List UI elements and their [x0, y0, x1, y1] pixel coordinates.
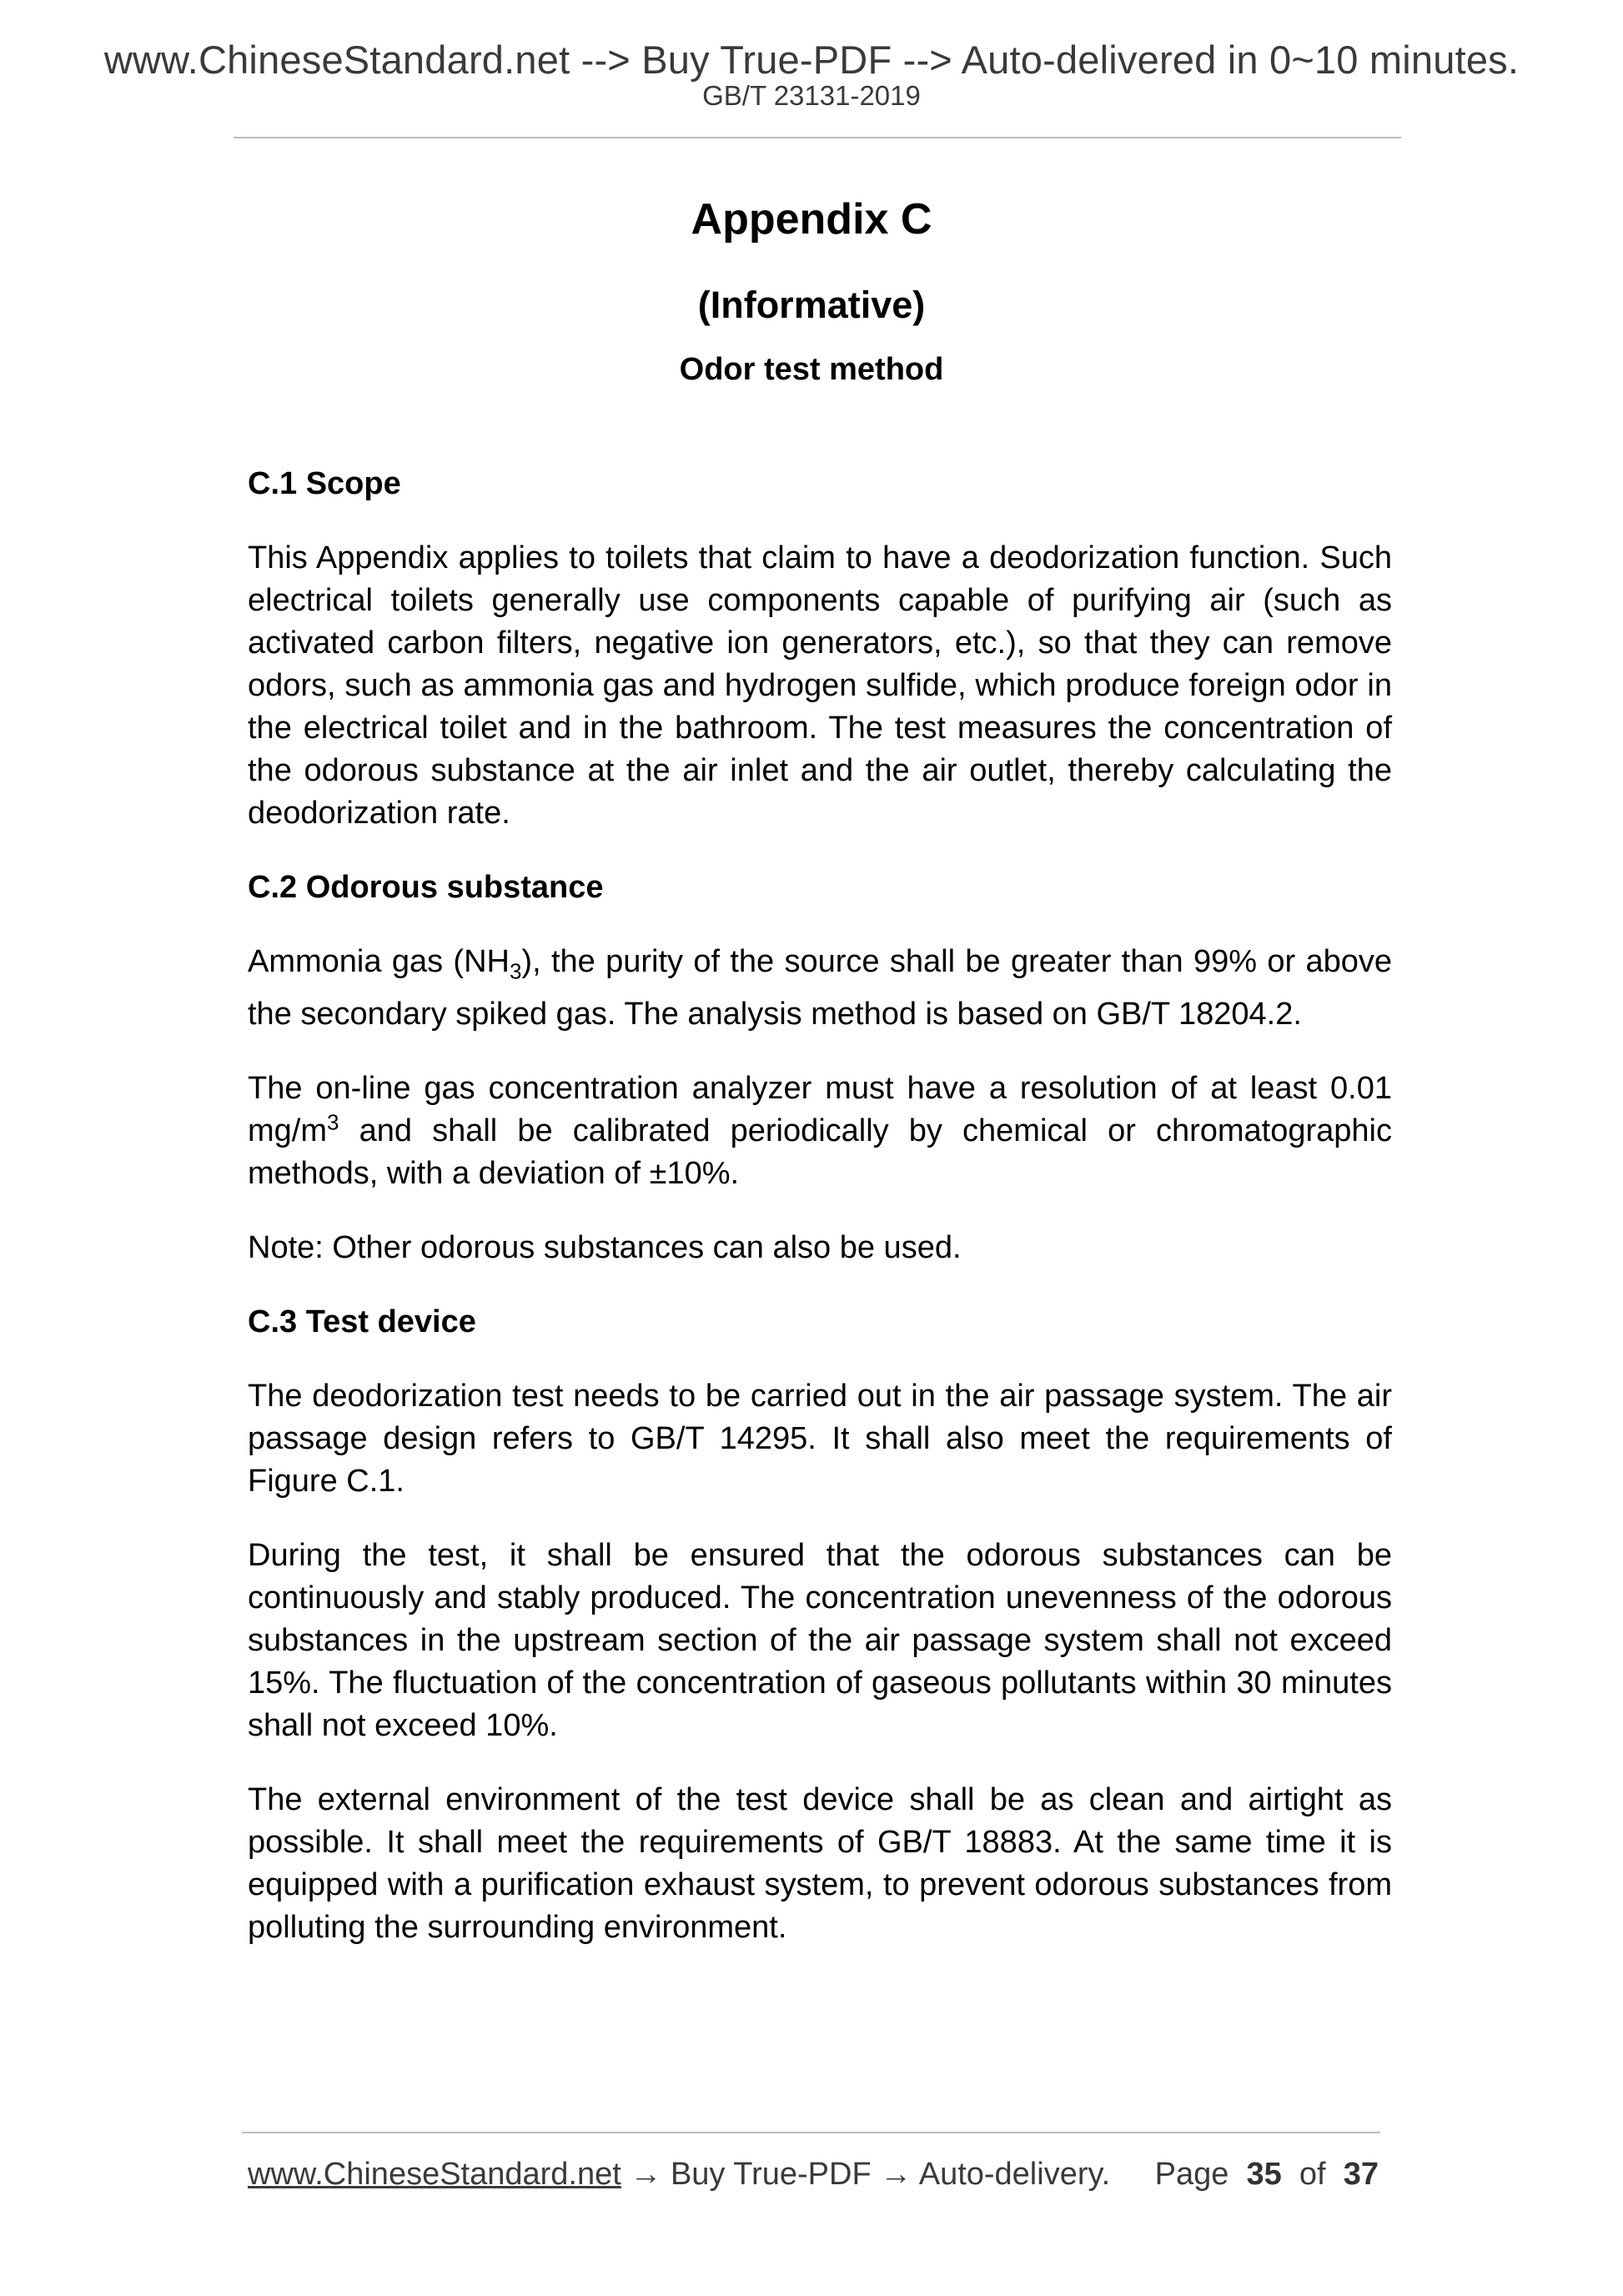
paragraph-air-passage: The deodorization test needs to be carried out in the air passage system. The air passage design refers to GB/T 14295. It shall also meet the requirements of Figure C.1. [248, 1378, 1392, 1499]
page-number: 35 [1246, 2157, 1282, 2192]
standard-code: GB/T 23131-2019 [702, 80, 921, 111]
appendix-subject: Odor test method [679, 352, 944, 387]
appendix-title: Appendix C [691, 195, 932, 244]
footer-arrow-2: → [871, 2157, 919, 2192]
paragraph-environment: The external environment of the test device shall be as clean and airtight as possible. It shall meet the requirements of GB/T 18883. At the same time it is equipped with a purification exhaust system, to prevent odorous substances from polluting the surrounding environment. [248, 1781, 1392, 1945]
footer-arrow-1: → [621, 2157, 671, 2192]
section-heading-c1: C.1 Scope [248, 466, 401, 501]
paragraph-analyzer [248, 1068, 1392, 1195]
footer-link[interactable]: www.ChineseStandard.net [248, 2157, 621, 2192]
footer-divider [242, 2132, 1380, 2133]
section-heading-c3: C.3 Test device [248, 1304, 476, 1339]
ammonia-text-b: ), the purity of the source shall be greater than 99% or above the secondary spiked gas. The analysis method is based on GB/T 18204.2. [248, 944, 1392, 1032]
page-of-label: of [1299, 2157, 1326, 2192]
paragraph-test-stability: During the test, it shall be ensured that the odorous substances can be continuously and stably produced. The concentration unevenness of the odorous substances in the upstream section of the air passage system shall not exceed 15%. The fluctuation of the concentration of gaseous pollutants within 30 minutes shall not exceed 10%. [248, 1537, 1392, 1743]
ammonia-text-a: Ammonia gas (NH [248, 944, 510, 979]
footer-delivery: Auto-delivery. [918, 2157, 1111, 2192]
header-divider [234, 137, 1401, 138]
page-total: 37 [1343, 2157, 1379, 2192]
footer-buy: Buy True-PDF [670, 2157, 872, 2192]
ammonia-subscript: 3 [509, 958, 522, 984]
analyzer-text-a: The on-line gas concentration analyzer must have a resolution of at least 0.01 mg/m [248, 1070, 1392, 1148]
document-body [248, 463, 1392, 1949]
appendix-type: (Informative) [697, 284, 926, 326]
section-heading-c2: C.2 Odorous substance [248, 870, 604, 905]
paragraph-scope: This Appendix applies to toilets that claim to have a deodorization function. Such electrical toilets generally use components capable of purifying air (such as activated carbon filters, negative ion generators, etc.), so that they can remove odors, such as ammonia gas and hydrogen sulfide, which produce foreign odor in the electrical toilet and in the bathroom. The test measures the concentration of the odorous substance at the air inlet and the air outlet, thereby calculating the deodorization rate. [248, 540, 1392, 831]
page-label: Page [1154, 2157, 1229, 2192]
page-indicator [1155, 2155, 1379, 2193]
paragraph-ammonia [248, 941, 1392, 1036]
analyzer-text-b: and shall be calibrated periodically by chemical or chromatographic methods, with a deviation of ±10%. [248, 1113, 1392, 1191]
analyzer-superscript: 3 [327, 1108, 339, 1134]
header-banner: www.ChineseStandard.net --> Buy True-PDF --> Auto-delivered in 0~10 minutes. [103, 38, 1520, 82]
footer [248, 2155, 1380, 2193]
paragraph-note: Note: Other odorous substances can also be used. [248, 1229, 962, 1265]
